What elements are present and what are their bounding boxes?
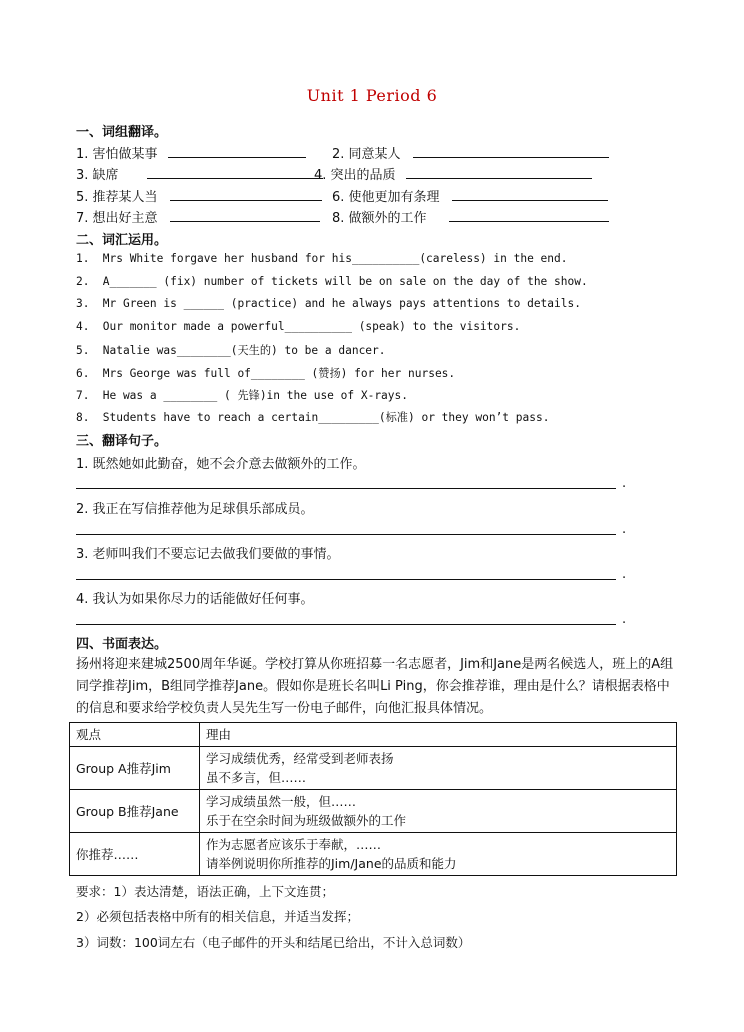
reason-line: 学习成绩虽然一般，但……: [206, 794, 357, 809]
table-cell-label: Group B推荐Jane: [70, 790, 200, 833]
vocab-item-1: [76, 252, 568, 265]
vocab-item-2: [76, 275, 588, 288]
item-text: Mrs George was full of________ (赞扬) for her nurses.: [96, 367, 456, 380]
answer-line[interactable]: [76, 579, 616, 580]
answer-line[interactable]: [76, 534, 616, 535]
translate-item-3: 3. 老师叫我们不要忘记去做我们要做的事情。: [76, 547, 340, 562]
table-cell-reason: [200, 833, 677, 876]
answer-line[interactable]: [76, 624, 616, 625]
phrase-item-5: [76, 186, 322, 205]
answer-blank[interactable]: [406, 166, 592, 179]
item-number: 2.: [76, 275, 90, 288]
answer-blank[interactable]: [449, 209, 609, 222]
answer-blank[interactable]: [170, 209, 320, 222]
item-text: Mr Green is ______ (practice) and he always pays attentions to details.: [102, 297, 581, 310]
item-number: 3.: [76, 297, 90, 310]
item-number: 4.: [314, 168, 327, 183]
item-text: Our monitor made a powerful__________ (speak) to the visitors.: [102, 320, 521, 333]
item-number: 5.: [76, 190, 89, 205]
item-number: 3.: [76, 168, 89, 183]
item-number: 1.: [76, 252, 90, 265]
phrase-item-3: [76, 164, 323, 183]
table-cell-reason: [200, 790, 677, 833]
table-header-cell: 观点: [70, 723, 200, 747]
period-mark: .: [622, 476, 627, 491]
item-number: 8.: [76, 411, 90, 424]
section-4-heading: 四、书面表达。: [76, 637, 168, 652]
table-cell-reason: [200, 747, 677, 790]
period-mark: .: [622, 522, 627, 537]
item-text: 缺席: [92, 168, 119, 183]
translate-item-2: 2. 我正在写信推荐他为足球俱乐部成员。: [76, 502, 314, 517]
item-text: Natalie was________(天生的) to be a dancer.: [96, 344, 386, 357]
item-text: 突出的品质: [330, 168, 396, 183]
writing-prompt: 扬州将迎来建城2500周年华诞。学校打算从你班招募一名志愿者，Jim和Jane是两名候选人，班上的A组同学推荐Jim，B组同学推荐Jane。假如你是班长名叫Li Ping，你会推荐谁，理由是什么？请根据表格中的信息和要求给学校负责人吴先生写一份电子邮件，向他汇报具体情况。: [76, 657, 674, 716]
answer-blank[interactable]: [147, 166, 323, 179]
table-row: [70, 833, 677, 876]
vocab-item-5: [76, 342, 386, 358]
vocab-item-8: [76, 409, 549, 425]
section-2-heading: 二、词汇运用。: [76, 233, 168, 248]
section-3-heading: 三、翻译句子。: [76, 434, 168, 449]
answer-blank[interactable]: [170, 188, 322, 201]
phrase-item-1: [76, 143, 306, 162]
period-mark: .: [622, 567, 627, 582]
section-1-heading: 一、词组翻译。: [76, 125, 168, 140]
requirement-line-2: 2）必须包括表格中所有的相关信息，并适当发挥；: [76, 909, 359, 924]
info-table: [69, 722, 677, 876]
reason-line: 请举例说明你所推荐的Jim/Jane的品质和能力: [206, 856, 457, 871]
item-text: Mrs White forgave her husband for his__________(careless) in the end.: [102, 252, 568, 265]
phrase-item-2: [332, 143, 609, 162]
table-cell-label: 你推荐……: [70, 833, 200, 876]
answer-blank[interactable]: [413, 145, 609, 158]
requirement-line-1: 要求：1）表达清楚，语法正确，上下文连贯；: [76, 884, 334, 899]
item-number: 8.: [332, 211, 345, 226]
table-cell-label: Group A推荐Jim: [70, 747, 200, 790]
reason-line: 虽不多言，但……: [206, 770, 307, 785]
phrase-item-4: [314, 164, 592, 183]
item-text: 害怕做某事: [92, 147, 158, 162]
table-row: [70, 747, 677, 790]
reason-line: 学习成绩优秀，经常受到老师表扬: [206, 751, 394, 766]
item-text: 推荐某人当: [92, 190, 158, 205]
table-row: [70, 790, 677, 833]
item-number: 4.: [76, 320, 90, 333]
period-mark: .: [622, 612, 627, 627]
item-text: 使他更加有条理: [348, 190, 440, 205]
vocab-item-7: [76, 387, 408, 403]
item-text: 做额外的工作: [348, 211, 427, 226]
phrase-item-6: [332, 186, 608, 205]
item-number: 7.: [76, 211, 89, 226]
item-number: 5.: [76, 344, 90, 357]
item-text: He was a ________ ( 先锋)in the use of X-rays.: [96, 389, 408, 402]
vocab-item-3: [76, 297, 581, 310]
translate-item-1: 1. 既然她如此勤奋，她不会介意去做额外的工作。: [76, 457, 366, 472]
item-number: 7.: [76, 389, 90, 402]
reason-line: 乐于在空余时间为班级做额外的工作: [206, 813, 407, 828]
item-text: Students have to reach a certain_________(标准) or they won’t pass.: [96, 411, 550, 424]
page-title: Unit 1 Period 6: [306, 86, 438, 105]
table-header-row: [70, 723, 677, 747]
answer-blank[interactable]: [168, 145, 306, 158]
item-text: 想出好主意: [92, 211, 158, 226]
item-number: 6.: [332, 190, 345, 205]
answer-blank[interactable]: [452, 188, 608, 201]
phrase-item-7: [76, 207, 320, 226]
item-number: 2.: [332, 147, 345, 162]
translate-item-4: 4. 我认为如果你尽力的话能做好任何事。: [76, 592, 314, 607]
answer-line[interactable]: [76, 488, 616, 489]
table-header-cell: 理由: [200, 723, 677, 747]
item-number: 6.: [76, 367, 90, 380]
phrase-item-8: [332, 207, 609, 226]
reason-line: 作为志愿者应该乐于奉献，……: [206, 837, 382, 852]
vocab-item-4: [76, 320, 520, 333]
vocab-item-6: [76, 365, 455, 381]
item-number: 1.: [76, 147, 89, 162]
item-text: 同意某人: [348, 147, 401, 162]
item-text: A_______ (fix) number of tickets will be on sale on the day of the show.: [102, 275, 588, 288]
requirement-line-3: 3）词数：100词左右（电子邮件的开头和结尾已给出，不计入总词数）: [76, 935, 471, 950]
